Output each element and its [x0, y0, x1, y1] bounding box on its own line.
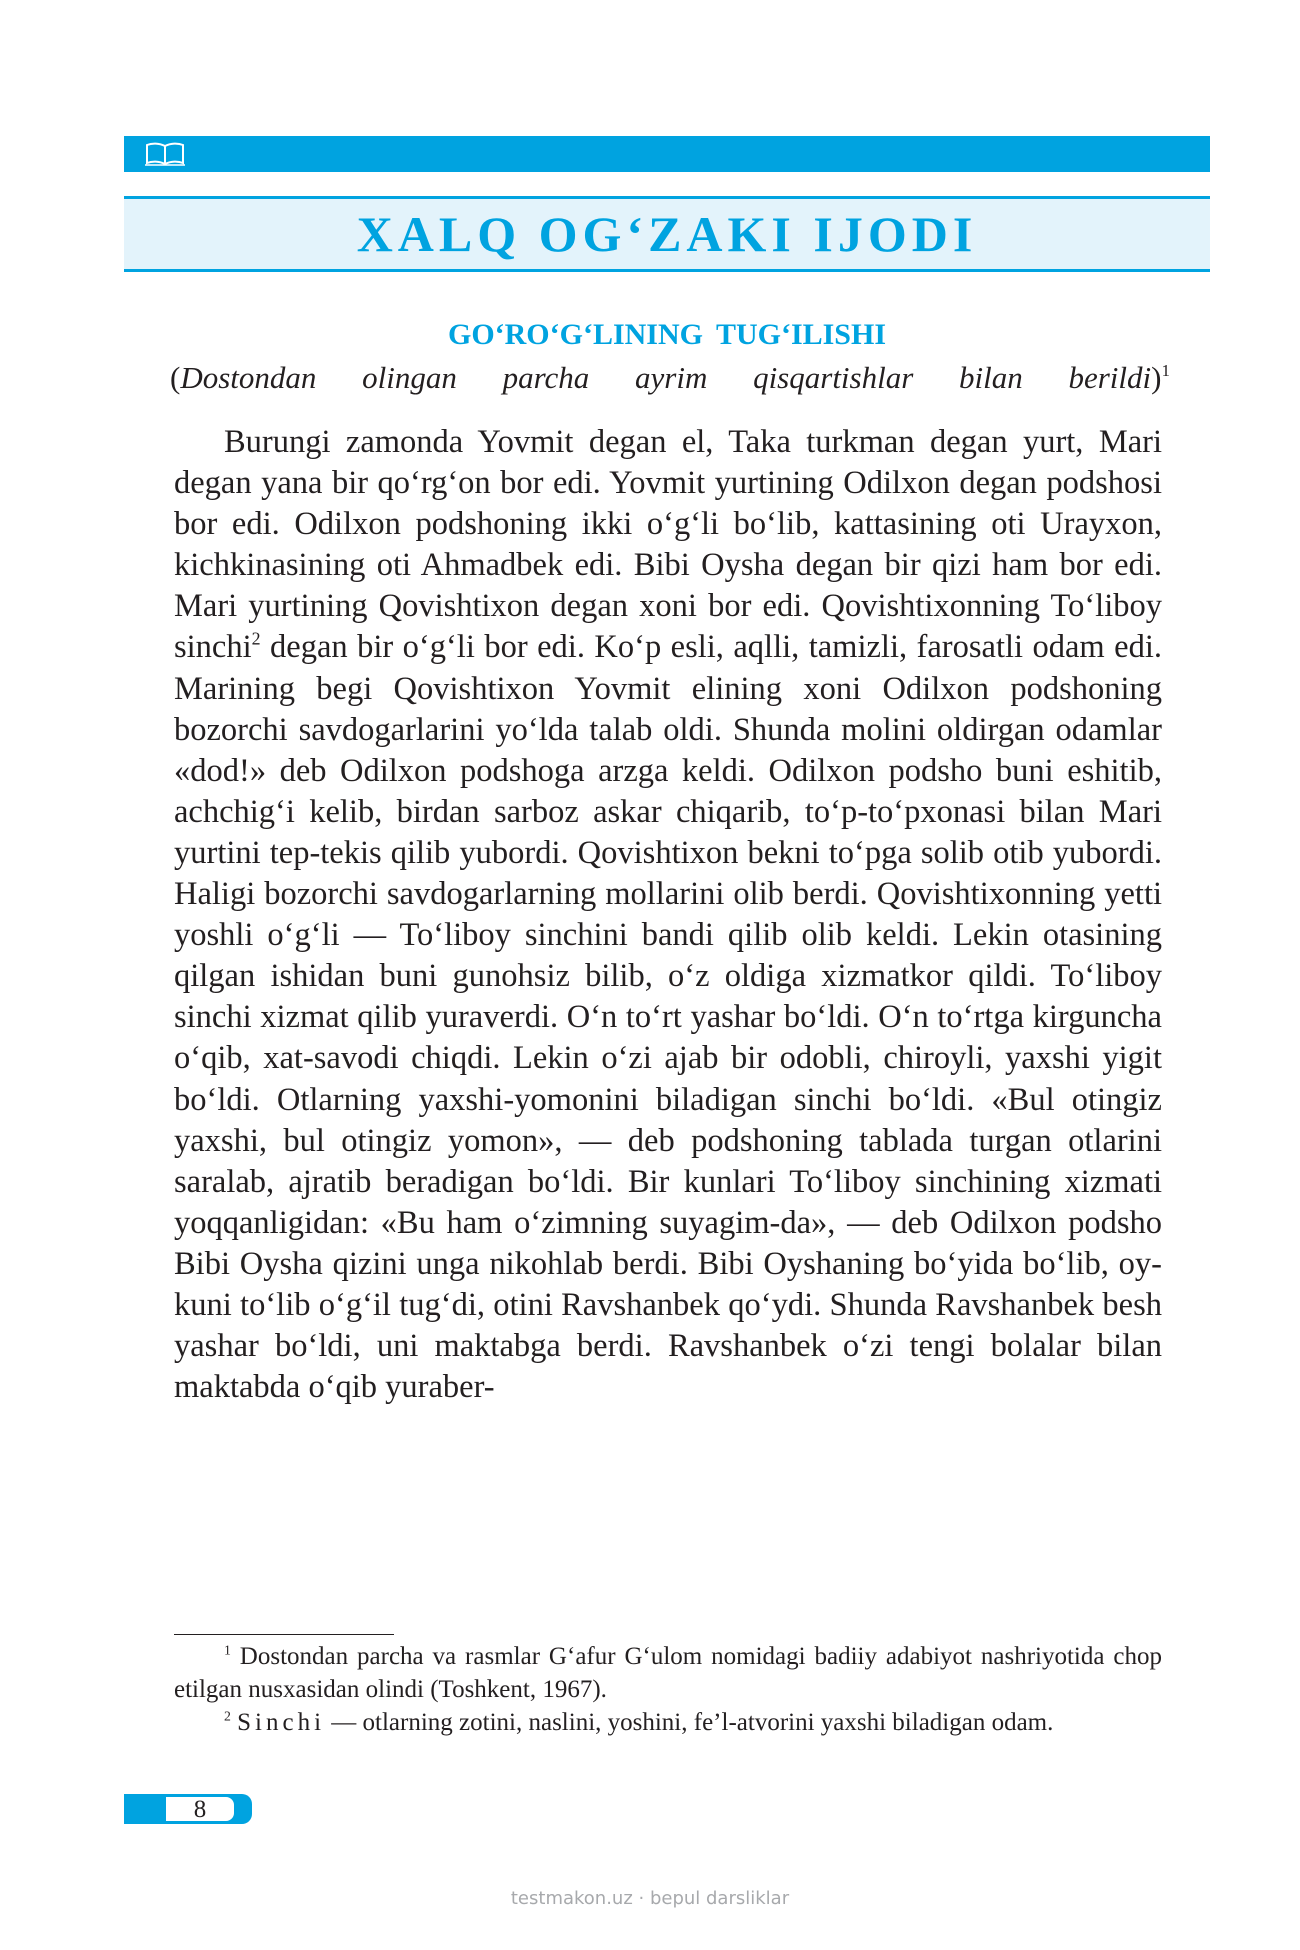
top-accent-band — [124, 136, 1210, 172]
footnote-2-term: Sinchi — [237, 1709, 326, 1736]
footnote-2 — [174, 1706, 1162, 1739]
footnote-ref-1: 1 — [1161, 361, 1170, 381]
chapter-title: XALQ OG‘ZAKI IJODI — [356, 206, 978, 262]
subtitle-open-paren: ( — [170, 360, 181, 395]
page-number: 8 — [166, 1797, 234, 1821]
subtitle-text: Dostondan olingan parcha ayrim qisqartishlar bilan berildi — [180, 360, 1152, 395]
footnote-divider — [174, 1634, 394, 1635]
footnote-1-text: Dostondan parcha va rasmlar G‘afur G‘ulom nomidagi badiiy adabiyot nashriyotida chop etilgan nusxasidan olindi (Toshkent, 1967). — [174, 1643, 1162, 1703]
section-subtitle — [170, 360, 1170, 396]
chapter-header — [124, 196, 1210, 272]
watermark: testmakon.uz · bepul darsliklar — [510, 1888, 790, 1909]
body-paragraph — [174, 422, 1162, 1408]
footnote-1 — [174, 1640, 1162, 1706]
open-book-icon — [144, 142, 186, 166]
footnote-ref-2: 2 — [251, 628, 261, 649]
body-text-part-2: degan bir o‘g‘li bor edi. Ko‘p esli, aqlli, tamizli, farosatli odam edi. Marining begi Qovishtixon Yovmit elining xoni Odilxon podshoning bozorchi savdogarlarini yo‘lda talab oldi. Shunda molini oldirgan odamlar «dod!» deb Odilxon podshoga arzga keldi. Odilxon podsho buni eshitib, achchig‘i kelib, birdan sarboz askar chiqarib, to‘p-to‘pxonasi bilan Mari yurtini tep-tekis qilib yubordi. Qovishtixon bekni to‘pga solib otib yubordi. Haligi bozorchi savdogarlarning mollarini olib berdi. Qovishtixonning yetti yoshli o‘g‘li — To‘liboy sinchini bandi qilib olib keldi. Lekin otasining qilgan ishidan buni gunohsiz bilib, o‘z oldiga xizmatkor qildi. To‘liboy sinchi xizmat qilib yuraverdi. O‘n to‘rt yashar bo‘ldi. O‘n to‘rtga kirguncha o‘qib, xat-savodi chiqdi. Lekin o‘zi ajab bir odobli, chiroyli, yaxshi yigit bo‘ldi. Otlarning yaxshi-yomonini biladigan sinchi bo‘ldi. «Bul otingiz yaxshi, bul otingiz yomon», — deb podshoning tablada turgan otlarini saralab, ajratib beradigan bo‘ldi. Bir kunlari To‘liboy sinchining xizmati yoqqanligidan: «Bu ham o‘zimning suyagim-da», — deb Odilxon podsho Bibi Oysha qizini unga nikohlab berdi. Bibi Oyshaning bo‘yida bo‘lib, oy-kuni to‘lib o‘g‘il tug‘di, otini Ravshanbek qo‘ydi. Shunda Ravshanbek besh yashar bo‘ldi, uni maktabga berdi. Ravshanbek o‘zi tengi bolalar bilan maktabda o‘qib yuraber- — [174, 629, 1162, 1406]
footnote-2-mark: 2 — [224, 1708, 231, 1724]
footnote-2-text: — otlarning zotini, naslini, yoshini, fe’l-atvorini yaxshi biladigan odam. — [325, 1709, 1054, 1736]
section-title: GO‘RO‘G‘LINING TUG‘ILISHI — [447, 318, 886, 351]
page-number-tab — [124, 1794, 252, 1824]
subtitle-close-paren: ) — [1151, 360, 1162, 395]
footnote-1-mark: 1 — [224, 1642, 231, 1658]
body-text-part-1: Burungi zamonda Yovmit degan el, Taka turkman degan yurt, Mari degan yana bir qo‘rg‘on bor edi. Yovmit yurtining Odilxon degan podshosi bor edi. Odilxon podshoning ikki o‘g‘li bo‘lib, kattasining oti Urayxon, kichkinasining oti Ahmadbek edi. Bibi Oysha degan bir qizi ham bor edi. Mari yurtining Qovishtixon degan xoni bor edi. Qovishtixonning To‘liboy sinchi — [174, 424, 1162, 666]
